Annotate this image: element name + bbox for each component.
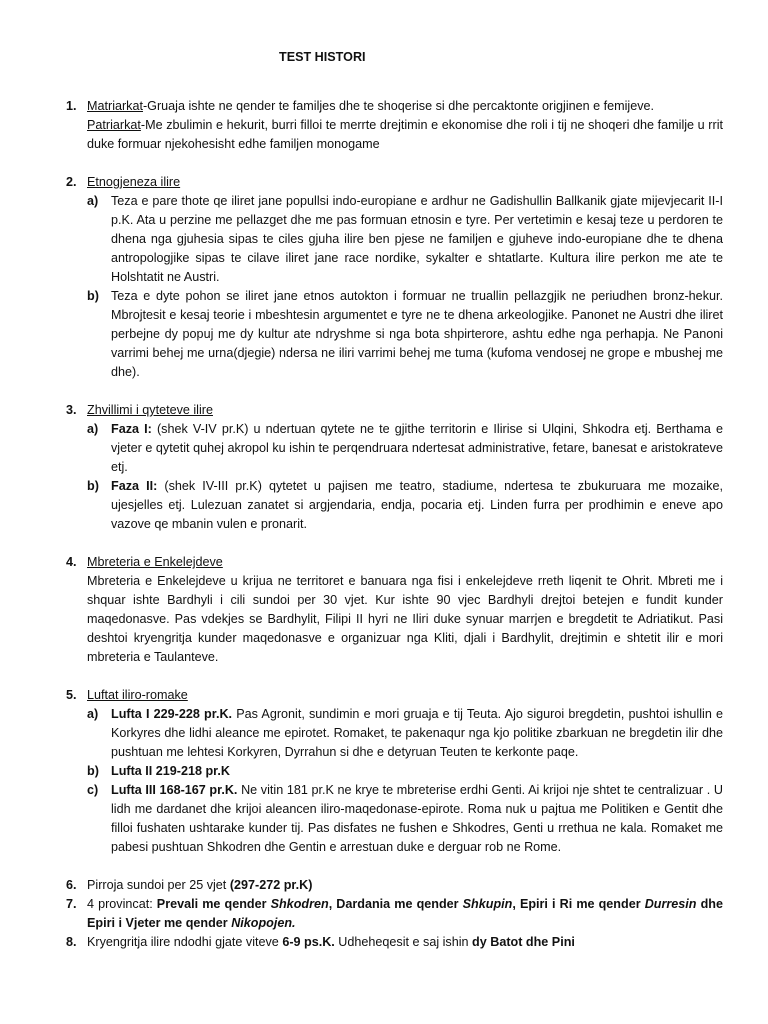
matriarkat-text: -Gruaja ishte ne qender te familjes dhe te shoqerise si dhe percaktonte origjinen e femijeve. [142, 99, 655, 113]
sub-paragraph [111, 420, 723, 477]
sub-paragraph [111, 705, 723, 762]
patriarkat-paragraph [87, 116, 723, 154]
item-number: 2. [66, 175, 77, 189]
sub-paragraph [111, 762, 723, 781]
question-2 [66, 173, 723, 382]
sub-bold: Faza II: [111, 479, 158, 493]
sub-bold: Lufta II 219-218 pr.K [111, 764, 230, 778]
question-8 [66, 933, 723, 952]
sub-item [87, 762, 723, 781]
term-patriarkat: Patriarkat [87, 118, 141, 132]
sub-text: Teza e dyte pohon se iliret jane etnos autokton i formuar ne truallin pellazgjik ne periudhen bronz-hekur. Mbrojtesit e kesaj teorie i mbeshtesin argumentet e tyre ne te dhena arkeologjike. Panonet ne Austri dhe iliret perbejne dy popuj me dy kultur ate ndryshme si nga bota shpirterore, ashtu edhe nga perhapja. Ne Panoni varrimi behej me urna(djegie) ndersa ne iliri varrimi behej me tuma (kufoma vendosej ne grope e mbushej me dhe). [111, 289, 723, 379]
matriarkat-paragraph [87, 97, 723, 116]
patriarkat-text: -Me zbulimin e hekurit, burri filloi te merrte drejtimin e ekonomise dhe roli i tij ne shoqeri dhe familje u rrit duke formuar njekohesisht edhe familjen monogame [87, 118, 723, 151]
section-text: Mbreteria e Enkelejdeve u krijua ne territoret e banuara nga fisi i enkelejdeve rreth liqenit te Ohrit. Mbreti me i shquar ishte Bardhyli i cili sundoi per 30 vjet. Kur ishte 90 vjec Bardhyli drejtoi betejen e fundit kunder maqedonasve. Pas vdekjes se Bardhylit, Filipi II hyri ne Iliri duke synuar marrjen e bregdetit te Adriatikut. Pasi deshtoi kryengritja kunder maqedonasve e organizuar nga Kliti, djali i Bardhylit, drejtimin e shtetit ilir e mori mbreteria e Taulanteve. [87, 574, 723, 664]
sub-bold: Lufta I 229-228 pr.K. [111, 707, 233, 721]
section-heading: Luftat iliro-romake [87, 688, 188, 702]
item-number: 5. [66, 688, 77, 702]
question-1 [66, 97, 723, 154]
term-matriarkat: Matriarkat [87, 99, 143, 113]
item-paragraph [87, 933, 723, 952]
text-run: dy Batot dhe Pini [472, 935, 575, 949]
text-run: Udheheqesit e saj ishin [334, 935, 473, 949]
text-run: 6-9 ps.K. [282, 935, 335, 949]
sub-paragraph [111, 477, 723, 534]
sub-text: (shek IV-III pr.K) qytetet u pajisen me teatro, stadiume, ndertesa te zbukuruara me mozaike, ujesjelles etj. Lulezuan zanatet si argjendaria, endja, pocaria etj. Linden furra per prodhimin e eneve apo vazove qe mbanin vulen e pronarit. [111, 479, 723, 531]
question-3 [66, 401, 723, 534]
sub-item [87, 192, 723, 287]
sub-label: a) [87, 707, 99, 721]
sub-label: a) [87, 194, 99, 208]
item-paragraph [87, 876, 723, 895]
item-number: 4. [66, 555, 77, 569]
item-paragraph [87, 895, 723, 933]
sub-bold: Lufta III 168-167 pr.K. [111, 783, 238, 797]
sub-label: a) [87, 422, 99, 436]
question-7 [66, 895, 723, 933]
section-heading: Etnogjeneza ilire [87, 175, 181, 189]
text-run: Shkupin [462, 897, 513, 911]
question-4 [66, 553, 723, 667]
question-6 [66, 876, 723, 895]
question-list [66, 97, 723, 952]
item-text: Pirroja sundoi per 25 vjet [87, 878, 230, 892]
sub-item [87, 705, 723, 762]
sub-text: (shek V-IV pr.K) u ndertuan qytete ne te gjithe territorin e Ilirise si Ulqini, Shkodra etj. Berthama e vjeter e qytetit quhej akropol ku ishin te perqendruara ndertesat administrative, fetare, banesat e aristokrateve etj. [111, 422, 723, 474]
question-5 [66, 686, 723, 857]
text-run: , Epiri i Ri me qender [512, 897, 645, 911]
sub-text: Teza e pare thote qe iliret jane popullsi indo-europiane e ardhur ne Gadishullin Ballkanik gjate mijevjecarit II-I p.K. Ata u perzine me pellazget dhe me pas formuan etnosin e tyre. Per vertetimin e kesaj teze u perdoren te dhena nga gjuhesia sipas te ciles gjuha ilire ben pjese ne familjen e gjuheve indo-europiane dhe te dhena antropologjike sipas te cilave iliret jane race nordike, sykalter e shtatlarte. Kultura ilire perkon me ate te Holshtatit ne Austri. [111, 194, 723, 284]
text-run: dhe Epiri i Vjeter me qender [87, 897, 723, 930]
text-run: Shkodren [270, 897, 329, 911]
document-title: TEST HISTORI [279, 50, 366, 64]
sub-item [87, 420, 723, 477]
item-number: 7. [66, 897, 77, 911]
section-heading: Zhvillimi i qyteteve ilire [87, 403, 213, 417]
sub-item [87, 781, 723, 857]
item-number: 8. [66, 935, 77, 949]
sub-paragraph [111, 781, 723, 857]
text-run: Durresin [644, 897, 697, 911]
sub-label: b) [87, 479, 99, 493]
sub-text: Pas Agronit, sundimin e mori gruaja e tij Teuta. Ajo siguroi bregdetin, pushtoi ishullin e Korkyres dhe lidhi aleance me epirotet. Romaket, te pakenaqur nga kjo politike zbarkuan ne bregdetin ilir dhe pushtuan me lehtesi Korkyren, Dyrrahun si dhe e detyruan Teuten te kerkonte paqe. [111, 707, 724, 759]
sub-item [87, 287, 723, 382]
sub-item [87, 477, 723, 534]
text-run: , Dardania me qender [328, 897, 463, 911]
item-number: 3. [66, 403, 77, 417]
section-heading: Mbreteria e Enkelejdeve [87, 555, 223, 569]
item-bold: (297-272 pr.K) [229, 878, 313, 892]
sub-bold: Faza I: [111, 422, 152, 436]
sub-label: b) [87, 289, 99, 303]
text-run: Prevali me qender [156, 897, 271, 911]
sub-label: c) [87, 783, 99, 797]
sub-text: Ne vitin 181 pr.K ne krye te mbreterise erdhi Genti. Ai krijoi nje shtet te centralizuar . U lidh me dardanet dhe krijoi aleancen iliro-maqedonase-epirote. Roma nuk u pajtua me Politiken e Gentit dhe filloi fushaten ushtarake kunder tij. Pas disfates ne fushen e Shkodres, Genti u rrethua ne kala. Romaket me pabesi pushtuan Shkodren dhe Gentin e arrestuan duke e derguar rob ne Rome. [111, 783, 723, 854]
text-run: Nikopojen. [231, 916, 296, 930]
text-run: 4 provincat: [87, 897, 157, 911]
text-run: Kryengritja ilire ndodhi gjate viteve [87, 935, 283, 949]
sub-label: b) [87, 764, 99, 778]
item-number: 6. [66, 878, 77, 892]
item-number: 1. [66, 99, 77, 113]
